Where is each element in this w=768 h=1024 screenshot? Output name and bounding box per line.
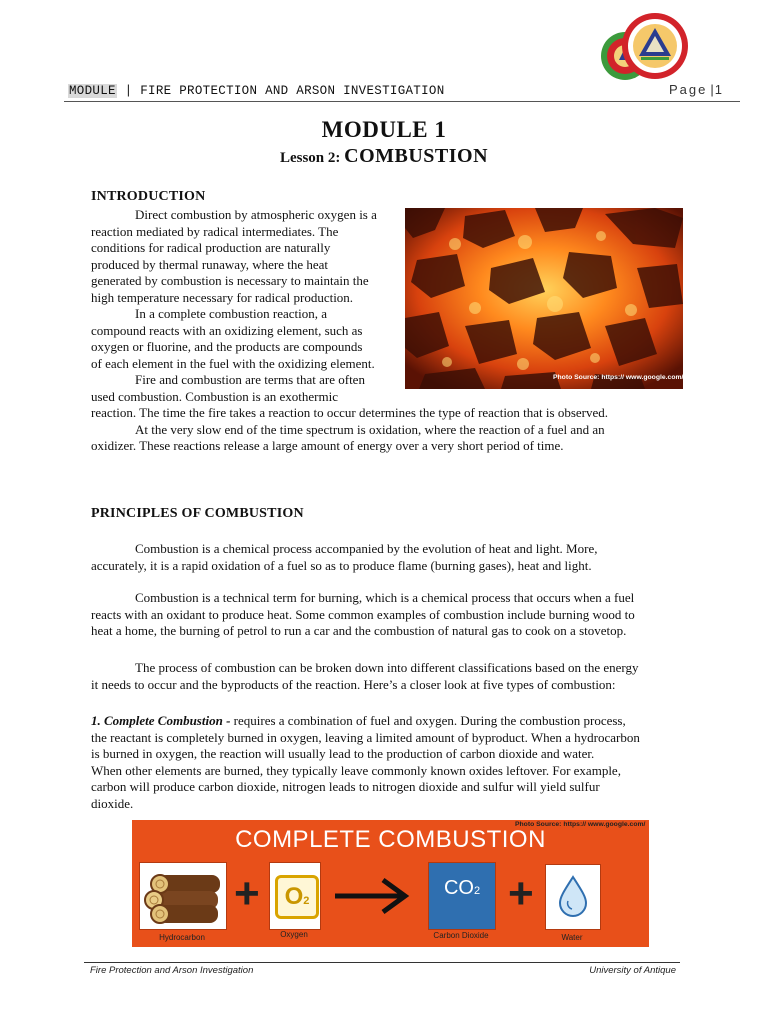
oxygen-label: Oxygen xyxy=(280,930,308,939)
o2-icon xyxy=(275,875,319,919)
intro-line: generated by combustion is necessary to maintain the xyxy=(91,273,369,288)
intro-line: At the very slow end of the time spectrum is oxidation, where the reaction of a fuel and an xyxy=(135,421,605,437)
intro-line: used combustion. Combustion is an exothermic xyxy=(91,388,338,404)
banner-title: COMPLETE COMBUSTION xyxy=(235,826,546,853)
complete-combustion-first-line xyxy=(91,713,640,730)
intro-line: reaction. The time the fire takes a reaction to occur determines the type of reaction that is observed. xyxy=(91,405,609,420)
principles-paragraph-2 xyxy=(91,590,635,640)
header-course-title xyxy=(68,84,445,98)
intro-line: high temperature necessary for radical production. xyxy=(91,289,354,305)
page-number: 1 xyxy=(714,82,722,97)
intro-line: oxygen or fluorine, and the products are compounds xyxy=(91,339,363,354)
o2-symbol: O xyxy=(284,883,304,910)
principles-line: dioxide. xyxy=(91,795,134,811)
principles-line: carbon will produce carbon dioxide, nitrogen leads to nitrogen dioxide and sulfur will yield sulfur xyxy=(91,779,600,794)
page-separator: | xyxy=(710,82,714,97)
plus-sign: + xyxy=(508,869,534,918)
carbon-dioxide-label: Carbon Dioxide xyxy=(433,931,489,940)
principles-line: it needs to occur and the byproducts of the reaction. Here’s a closer look at five types of combustion: xyxy=(91,676,616,692)
principles-line: The process of combustion can be broken down into different classifications based on the energy xyxy=(135,660,639,675)
principles-line: is burned in oxygen, the reaction will usually lead to the production of carbon dioxide and water. xyxy=(91,746,595,761)
intro-line: of each element in the fuel with the oxidizing element. xyxy=(91,355,375,371)
header-course: FIRE PROTECTION AND ARSON INVESTIGATION xyxy=(140,84,445,98)
university-logo xyxy=(597,12,693,84)
complete-combustion-term: 1. Complete Combustion - xyxy=(91,713,231,728)
principles-paragraph-1 xyxy=(91,541,597,574)
page-indicator xyxy=(669,82,722,97)
co2-subscript: 2 xyxy=(473,885,481,897)
reaction-arrow-icon xyxy=(333,876,411,916)
complete-combustion-first-text: requires a combination of fuel and oxygen. During the combustion process, xyxy=(230,713,626,728)
intro-line: oxidizer. These reactions release a large amount of energy over a very short period of time. xyxy=(91,438,564,453)
banner-photo-credit: Photo Source: https:// www.google.com/ xyxy=(515,821,646,828)
principles-line: the reactant is completely burned in oxygen, leaving a limited amount of byproduct. When a hydrocarbon xyxy=(91,729,640,745)
header-module-word: MODULE xyxy=(69,84,116,98)
principles-heading: PRINCIPLES OF COMBUSTION xyxy=(91,506,304,521)
principles-paragraph-3 xyxy=(91,660,639,693)
plus-sign: + xyxy=(234,869,260,918)
principles-line: heat a home, the burning of petrol to run a car and the combustion of natural gas to cook on a stovetop. xyxy=(91,623,627,638)
introduction-heading: INTRODUCTION xyxy=(91,189,206,204)
module-title: MODULE 1 xyxy=(321,117,447,142)
intro-line: produced by thermal runaway, where the heat xyxy=(91,256,329,272)
co2-symbol: CO xyxy=(443,877,474,899)
wood-logs-icon xyxy=(139,862,227,930)
principles-line: accurately, it is a rapid oxidation of a fuel so as to produce flame (burning gases), heat and light. xyxy=(91,557,592,573)
lesson-label: Lesson 2: xyxy=(279,150,345,166)
principles-line: reacts with an oxidant to produce heat. Some common examples of combustion include burning wood to xyxy=(91,606,635,622)
lesson-topic: COMBUSTION xyxy=(344,145,489,167)
co2-icon xyxy=(429,877,495,900)
carbon-dioxide-tile xyxy=(428,862,496,930)
complete-combustion-paragraph xyxy=(91,713,640,812)
principles-line: When other elements are burned, they typically leave commonly known oxides leftover. For example, xyxy=(91,762,621,778)
page-word: Page xyxy=(669,82,708,97)
burning-coals-photo xyxy=(405,208,683,389)
water-label: Water xyxy=(561,933,583,942)
principles-line: Combustion is a technical term for burning, which is a chemical process that occurs when a fuel xyxy=(135,590,635,605)
footer-course: Fire Protection and Arson Investigation xyxy=(90,965,254,976)
fire-photo-credit: Photo Source: https:// www.google.com/ xyxy=(553,374,684,381)
principles-line: Combustion is a chemical process accompanied by the evolution of heat and light. More, xyxy=(135,541,598,556)
hydrocarbon-label: Hydrocarbon xyxy=(159,933,205,942)
footer-rule xyxy=(84,962,680,963)
o2-subscript: 2 xyxy=(303,895,310,907)
intro-line: conditions for radical production are naturally xyxy=(91,240,331,255)
footer-university: University of Antique xyxy=(589,965,676,976)
intro-line: reaction mediated by radical intermediates. The xyxy=(91,223,339,239)
intro-line: Fire and combustion are terms that are often xyxy=(135,372,365,387)
intro-line: compound reacts with an oxidizing element, such as xyxy=(91,322,363,338)
oxygen-tile xyxy=(269,862,321,930)
header-rule xyxy=(64,101,740,102)
lesson-title xyxy=(0,145,768,168)
header-separator: | xyxy=(124,84,133,98)
intro-line: In a complete combustion reaction, a xyxy=(135,306,328,321)
intro-line: Direct combustion by atmospheric oxygen is a xyxy=(135,207,377,222)
water-drop-icon xyxy=(545,864,601,930)
